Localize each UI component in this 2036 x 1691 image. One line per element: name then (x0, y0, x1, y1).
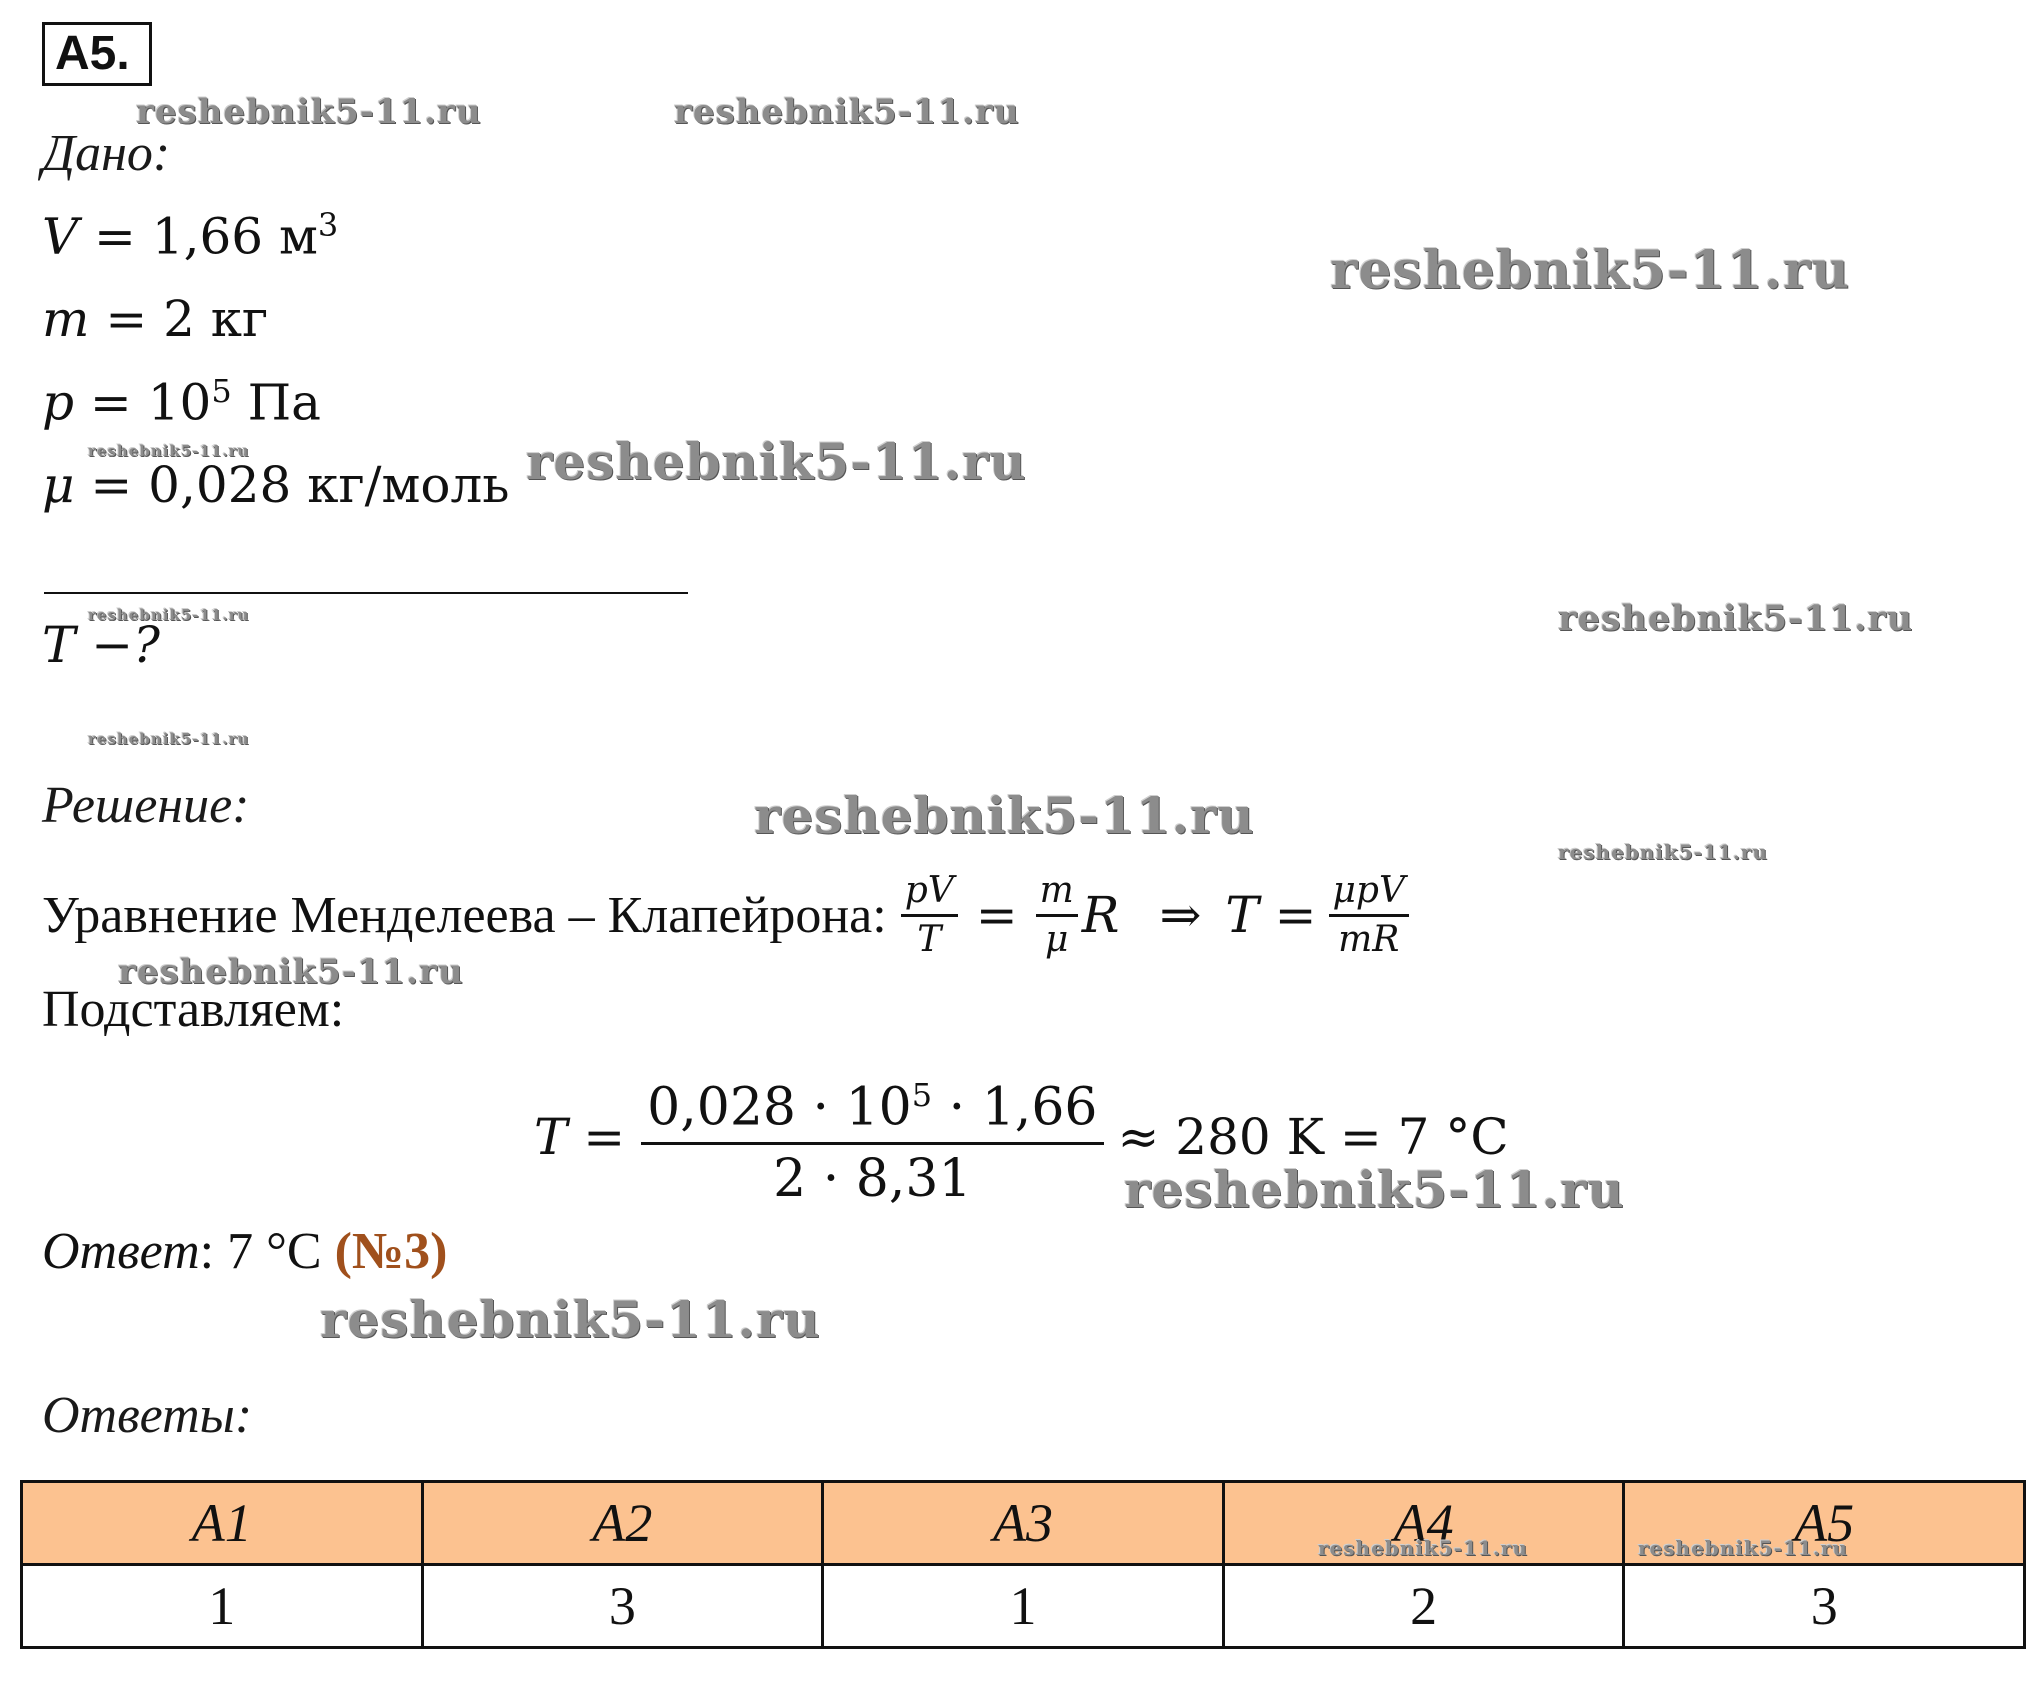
given-mass (42, 290, 268, 348)
var-p: p (42, 373, 75, 432)
given-label: Дано: (42, 125, 171, 182)
fraction-mupv-mr (1329, 868, 1409, 963)
watermark: reshebnik5-11.ru (320, 1290, 821, 1349)
find-variable: T −? (42, 616, 160, 674)
fraction-numerator: m (1039, 869, 1074, 911)
watermark: reshebnik5-11.ru (674, 92, 1020, 132)
implies-arrow: ⇒ (1159, 886, 1202, 944)
pressure-value: = 10 (74, 373, 212, 432)
calc-denominator: 2 · 8,31 (773, 1148, 972, 1209)
watermark: reshebnik5-11.ru (1318, 1536, 1528, 1560)
answer-line (42, 1222, 447, 1281)
answers-value-row (22, 1565, 2025, 1648)
calc-lhs: T = (534, 1108, 626, 1166)
substitute-label: Подставляем: (42, 981, 345, 1038)
fraction-denominator: mR (1338, 918, 1400, 960)
answer-number: (№3) (334, 1223, 448, 1280)
value-cell: 2 (1223, 1565, 1624, 1648)
gas-constant: R (1081, 886, 1120, 944)
pressure-exponent: 5 (211, 372, 232, 410)
value-cell: 1 (22, 1565, 423, 1648)
calc-fraction (641, 1061, 1103, 1212)
watermark: reshebnik5-11.ru (88, 730, 250, 748)
equation-intro: Уравнение Менделеева – Клапейрона: (42, 886, 887, 944)
watermark: reshebnik5-11.ru (118, 952, 464, 992)
value-cell: 3 (422, 1565, 823, 1648)
answers-table (20, 1480, 2026, 1649)
given-molar-mass (42, 456, 510, 514)
calc-result: ≈ 280 K = 7 °C (1117, 1108, 1509, 1166)
problem-title: A5. (42, 22, 152, 86)
pressure-unit: Па (231, 373, 321, 432)
fraction-denominator: T (917, 918, 942, 960)
watermark: reshebnik5-11.ru (1638, 1536, 1848, 1560)
fraction-denominator: μ (1045, 918, 1069, 960)
given-pressure (42, 372, 321, 432)
var-m: m (42, 290, 90, 348)
watermark: reshebnik5-11.ru (1124, 1160, 1625, 1219)
fraction-numerator: μpV (1332, 869, 1405, 911)
calc-exponent: 5 (911, 1076, 933, 1115)
header-cell: A2 (422, 1482, 823, 1565)
fraction-m-mu (1036, 868, 1078, 963)
watermark: reshebnik5-11.ru (136, 92, 482, 132)
fraction-numerator: pV (904, 869, 954, 911)
header-cell: A5 (1624, 1482, 2025, 1565)
answer-label: Ответ (42, 1223, 200, 1280)
calc-numerator-a: 0,028 · 10 (647, 1077, 912, 1138)
given-divider (44, 592, 688, 594)
fraction-pv-t (901, 868, 958, 963)
solution-label: Решение: (42, 777, 250, 834)
header-cell: A3 (823, 1482, 1224, 1565)
value-cell: 1 (823, 1565, 1224, 1648)
var-v: V (42, 207, 79, 266)
answers-label: Ответы: (42, 1387, 253, 1444)
calc-numerator (641, 1061, 1103, 1141)
molar-mass-value: = 0,028 кг/моль (74, 456, 510, 514)
watermark: reshebnik5-11.ru (1558, 840, 1768, 864)
watermark: reshebnik5-11.ru (88, 606, 250, 624)
watermark: reshebnik5-11.ru (88, 442, 250, 460)
header-cell: A4 (1223, 1482, 1624, 1565)
watermark: reshebnik5-11.ru (1558, 598, 1914, 639)
answer-value: : 7 °C (199, 1223, 335, 1280)
header-cell: A1 (22, 1482, 423, 1565)
t-equals: T = (1225, 886, 1317, 944)
watermark: reshebnik5-11.ru (526, 432, 1027, 491)
equals-sign: = (975, 886, 1018, 944)
calc-numerator-b: · 1,66 (932, 1077, 1098, 1138)
mass-value: = 2 кг (89, 290, 269, 348)
var-mu: μ (42, 456, 75, 514)
watermark: reshebnik5-11.ru (754, 786, 1255, 845)
volume-value: = 1,66 м (78, 207, 318, 266)
volume-exponent: 3 (317, 206, 339, 244)
watermark: reshebnik5-11.ru (1330, 240, 1851, 301)
value-cell: 3 (1624, 1565, 2025, 1648)
given-volume (42, 206, 338, 266)
